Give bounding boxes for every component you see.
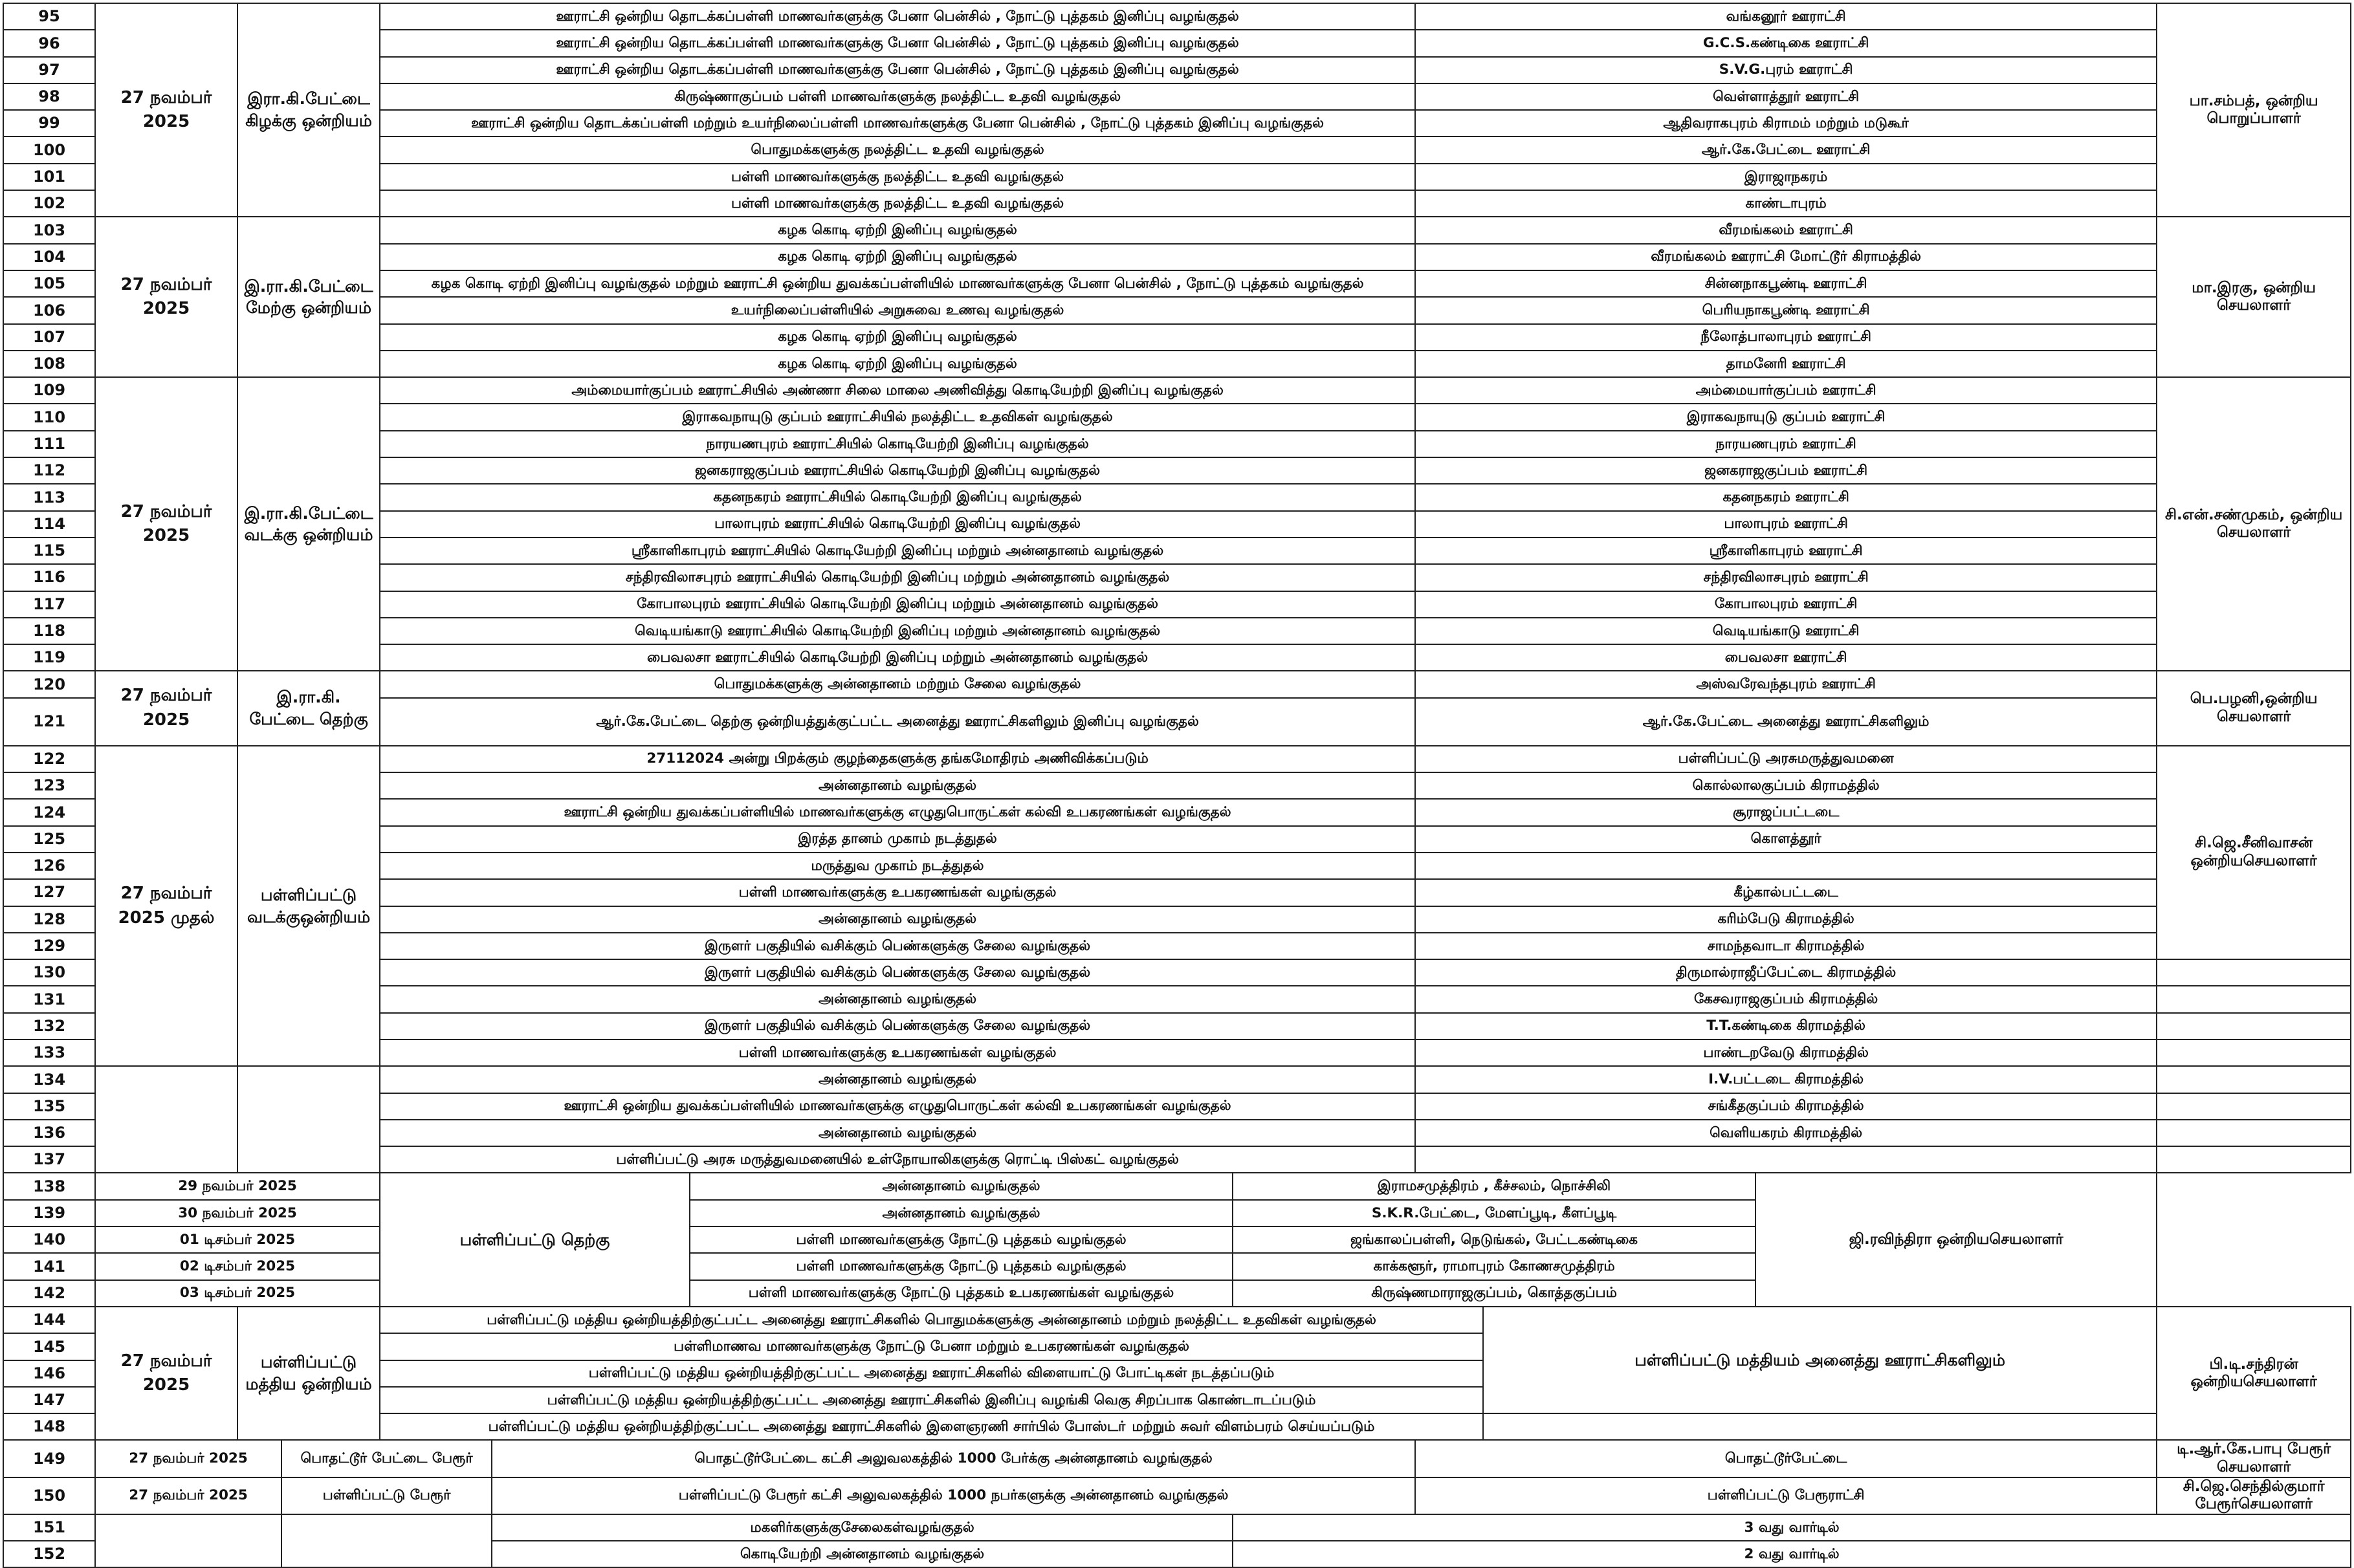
row-number: 152 — [3, 1541, 95, 1567]
event-cell: கிருஷ்ணாகுப்பம் பள்ளி மாணவர்களுக்கு நலத்திட்ட உதவி வழங்குதல் — [380, 83, 1415, 110]
row-number: 110 — [3, 404, 95, 430]
event-cell: பள்ளிப்பட்டு அரசு மருத்துவமனையில் உள்நோயாலிகளுக்கு ரொட்டி பிஸ்கட் வழங்குதல் — [380, 1146, 1415, 1173]
place-cell: சங்கீதகுப்பம் கிராமத்தில் — [1415, 1093, 2157, 1120]
event-cell: கழக கொடி ஏற்றி இனிப்பு வழங்குதல் — [380, 217, 1415, 243]
event-cell: பொதுமக்களுக்கு நலத்திட்ட உதவி வழங்குதல் — [380, 136, 1415, 163]
event-cell: கழக கொடி ஏற்றி இனிப்பு வழங்குதல் — [380, 324, 1415, 351]
date-cell: 27 நவம்பர் 2025 — [95, 1477, 281, 1514]
place-cell: கீழ்கால்பட்டடை — [1415, 879, 2157, 906]
row-number: 96 — [3, 30, 95, 56]
row-number: 112 — [3, 457, 95, 484]
event-cell: அன்னதானம் வழங்குதல் — [690, 1200, 1233, 1226]
row-number: 100 — [3, 136, 95, 163]
row-number: 134 — [3, 1066, 95, 1093]
date-cell: 27 நவம்பர் 2025 — [95, 377, 237, 671]
responsible-cell-empty — [2157, 1146, 2351, 1173]
responsible-cell: ஜி.ரவிந்திரா ஒன்றியசெயலாளர் — [1755, 1173, 2157, 1306]
date-cell: 27 நவம்பர் 2025 — [95, 1307, 237, 1440]
place-cell: வீரமங்கலம் ஊராட்சி — [1415, 217, 2157, 243]
table-row — [3, 377, 2351, 404]
place-cell: கேசவராஜகுப்பம் கிராமத்தில் — [1415, 986, 2157, 1012]
date-cell: 03 டிசம்பர் 2025 — [95, 1280, 380, 1307]
row-number: 138 — [3, 1173, 95, 1199]
event-cell: பள்ளி மாணவர்களுக்கு நோட்டு புத்தகம் உபகரணங்கள் வழங்குதல் — [690, 1280, 1233, 1307]
event-cell: ஊராட்சி ஒன்றிய துவக்கப்பள்ளியில் மாணவர்களுக்கு எழுதுபொருட்கள் கல்வி உபகரணங்கள் வழங்குதல் — [380, 799, 1415, 825]
responsible-cell: சி.என்.சண்முகம், ஒன்றிய செயலாளர் — [2157, 377, 2351, 671]
place-cell: S.V.G.புரம் ஊராட்சி — [1415, 57, 2157, 83]
place-cell: G.C.S.கண்டிகை ஊராட்சி — [1415, 30, 2157, 56]
responsible-cell-empty — [2157, 1013, 2351, 1040]
place-cell: சந்திரவிலாசபுரம் ஊராட்சி — [1415, 564, 2157, 591]
date-cell: 30 நவம்பர் 2025 — [95, 1200, 380, 1226]
event-cell: பள்ளிப்பட்டு மத்திய ஒன்றியத்திற்குட்பட்ட அனைத்து ஊராட்சிகளில் இளைஞரணி சார்பில் போஸ்டா் மற்றும் சுவர் விளம்பரம் செய்யப்படும் — [380, 1413, 1483, 1440]
event-cell: இருளர் பகுதியில் வசிக்கும் பெண்களுக்கு சேலை வழங்குதல் — [380, 1013, 1415, 1040]
union-cell: இரா.கி.பேட்டை கிழக்கு ஒன்றியம் — [237, 3, 380, 217]
row-number: 131 — [3, 986, 95, 1012]
place-cell: பொதட்டூர்பேட்டை — [1415, 1440, 2157, 1477]
row-number: 105 — [3, 270, 95, 297]
row-number: 103 — [3, 217, 95, 243]
union-cell-empty — [281, 1514, 492, 1568]
union-cell: இ.ரா.கி.பேட்டை மேற்கு ஒன்றியம் — [237, 217, 380, 377]
event-cell: ஸ்ரீகாளிகாபுரம் ஊராட்சியில் கொடியேற்றி இனிப்பு மற்றும் அன்னதானம் வழங்குதல் — [380, 538, 1415, 564]
place-cell: கிருஷ்ணமாராஜகுப்பம், கொத்தகுப்பம் — [1233, 1280, 1755, 1307]
place-cell: பைவலசா ஊராட்சி — [1415, 644, 2157, 671]
responsible-cell: பெ.பழனி,ஒன்றிய செயலாளர் — [2157, 671, 2351, 745]
event-cell: பொதுமக்களுக்கு அன்னதானம் மற்றும் சேலை வழங்குதல் — [380, 671, 1415, 697]
responsible-cell-empty — [2157, 1066, 2351, 1093]
place-cell: வீரமங்கலம் ஊராட்சி மோட்டூர் கிராமத்தில் — [1415, 244, 2157, 270]
responsible-cell: பி.டி.சந்திரன் ஒன்றியசெயலாளர் — [2157, 1307, 2351, 1440]
row-number: 113 — [3, 484, 95, 510]
place-cell: நீலோத்பாலாபுரம் ஊராட்சி — [1415, 324, 2157, 351]
row-number: 98 — [3, 83, 95, 110]
place-cell: 2 வது வார்டில் — [1233, 1541, 2351, 1567]
event-cell: பள்ளிப்பட்டு பேரூர் கட்சி அலுவலகத்தில் 1000 நபர்களுக்கு அன்னதானம் வழங்குதல் — [492, 1477, 1415, 1514]
date-cell-empty — [95, 1066, 237, 1173]
row-number: 151 — [3, 1514, 95, 1541]
place-cell — [1415, 853, 2157, 879]
row-number: 149 — [3, 1440, 95, 1477]
place-cell: I.V.பட்டடை கிராமத்தில் — [1415, 1066, 2157, 1093]
place-cell: T.T.கண்டிகை கிராமத்தில் — [1415, 1013, 2157, 1040]
row-number: 127 — [3, 879, 95, 906]
union-cell: பள்ளிப்பட்டு தெற்கு — [380, 1173, 690, 1306]
place-cell-empty — [1483, 1413, 2157, 1440]
date-cell: 27 நவம்பர் 2025 — [95, 1440, 281, 1477]
event-cell: பள்ளிமாணவ மாணவர்களுக்கு நோட்டு பேனா மற்றும் உபகரணங்கள் வழங்குதல் — [380, 1333, 1483, 1360]
event-cell: அம்மையார்குப்பம் ஊராட்சியில் அண்ணா சிலை மாலை அணிவித்து கொடியேற்றி இனிப்பு வழங்குதல் — [380, 377, 1415, 404]
programme-schedule-table — [3, 3, 2351, 1568]
place-cell: வெடியங்காடு ஊராட்சி — [1415, 618, 2157, 644]
place-cell: காண்டாபுரம் — [1415, 190, 2157, 217]
responsible-cell: சி.ஜெ.செந்தில்குமார் பேரூர்செயலாளர் — [2157, 1477, 2351, 1514]
row-number: 123 — [3, 772, 95, 799]
event-cell: பள்ளிப்பட்டு மத்திய ஒன்றியத்திற்குட்பட்ட அனைத்து ஊராட்சிகளில் விளையாட்டு போட்டிகள் நடத்தப்படும் — [380, 1360, 1483, 1387]
responsible-cell-empty — [2157, 959, 2351, 986]
event-cell: கொடியேற்றி அன்னதானம் வழங்குதல் — [492, 1541, 1233, 1567]
place-cell: நாரயணபுரம் ஊராட்சி — [1415, 431, 2157, 457]
responsible-cell: சி.ஜெ.சீனிவாசன் ஒன்றியசெயலாளர் — [2157, 746, 2351, 959]
place-cell: இராஜாநகரம் — [1415, 164, 2157, 190]
event-cell: இருளர் பகுதியில் வசிக்கும் பெண்களுக்கு சேலை வழங்குதல் — [380, 933, 1415, 959]
row-number: 135 — [3, 1093, 95, 1120]
date-cell: 27 நவம்பர் 2025 — [95, 671, 237, 745]
place-cell: சின்னநாகபூண்டி ஊராட்சி — [1415, 270, 2157, 297]
row-number: 106 — [3, 297, 95, 323]
event-cell: இராகவநாயுடு குப்பம் ஊராட்சியில் நலத்திட்ட உதவிகள் வழங்குதல் — [380, 404, 1415, 430]
row-number: 104 — [3, 244, 95, 270]
row-number: 129 — [3, 933, 95, 959]
event-cell: பள்ளி மாணவர்களுக்கு நலத்திட்ட உதவி வழங்குதல் — [380, 190, 1415, 217]
table-row — [3, 671, 2351, 697]
union-cell: இ.ரா.கி. பேட்டை தெற்கு — [237, 671, 380, 745]
event-cell: பள்ளிப்பட்டு மத்திய ஒன்றியத்திற்குட்பட்ட அனைத்து ஊராட்சிகளில் பொதுமக்களுக்கு அன்னதானம் மற்றும் நலத்திட்ட உதவிகள் வழங்குதல் — [380, 1307, 1483, 1333]
row-number: 128 — [3, 906, 95, 933]
date-cell: 02 டிசம்பர் 2025 — [95, 1253, 380, 1279]
event-cell: கழக கொடி ஏற்றி இனிப்பு வழங்குதல் — [380, 244, 1415, 270]
row-number: 109 — [3, 377, 95, 404]
row-number: 147 — [3, 1387, 95, 1413]
event-cell: சந்திரவிலாசபுரம் ஊராட்சியில் கொடியேற்றி இனிப்பு மற்றும் அன்னதானம் வழங்குதல் — [380, 564, 1415, 591]
place-cell: சூராஜப்பட்டடை — [1415, 799, 2157, 825]
responsible-cell-empty — [2157, 1093, 2351, 1120]
event-cell: அன்னதானம் வழங்குதல் — [380, 1120, 1415, 1146]
place-cell: கொளத்தூர் — [1415, 826, 2157, 853]
event-cell: பள்ளி மாணவர்களுக்கு நோட்டு புத்தகம் வழங்குதல் — [690, 1253, 1233, 1279]
row-number: 124 — [3, 799, 95, 825]
date-cell: 01 டிசம்பர் 2025 — [95, 1226, 380, 1253]
table-row — [3, 1440, 2351, 1477]
place-cell: கோபாலபுரம் ஊராட்சி — [1415, 591, 2157, 618]
row-number: 137 — [3, 1146, 95, 1173]
row-number: 118 — [3, 618, 95, 644]
place-cell: தாமனேரி ஊராட்சி — [1415, 351, 2157, 377]
event-cell: பள்ளி மாணவர்களுக்கு நலத்திட்ட உதவி வழங்குதல் — [380, 164, 1415, 190]
event-cell: இருளர் பகுதியில் வசிக்கும் பெண்களுக்கு சேலை வழங்குதல் — [380, 959, 1415, 986]
event-cell: ஆர்.கே.பேட்டை தெற்கு ஒன்றியத்துக்குட்பட்ட அனைத்து ஊராட்சிகளிலும் இனிப்பு வழங்குதல் — [380, 698, 1415, 746]
place-cell: ஆதிவராகபுரம் கிராமம் மற்றும் மடுகூர் — [1415, 110, 2157, 136]
table-row — [3, 217, 2351, 243]
event-cell: கழக கொடி ஏற்றி இனிப்பு வழங்குதல் — [380, 351, 1415, 377]
event-cell: கோபாலபுரம் ஊராட்சியில் கொடியேற்றி இனிப்பு மற்றும் அன்னதானம் வழங்குதல் — [380, 591, 1415, 618]
place-cell: திருமால்ராஜீப்பேட்டை கிராமத்தில் — [1415, 959, 2157, 986]
responsible-cell: மா.இரகு, ஒன்றிய செயலாளர் — [2157, 217, 2351, 377]
place-cell: அஸ்வரேவந்தபுரம் ஊராட்சி — [1415, 671, 2157, 697]
row-number: 139 — [3, 1200, 95, 1226]
event-cell: ஊராட்சி ஒன்றிய துவக்கப்பள்ளியில் மாணவர்களுக்கு எழுதுபொருட்கள் கல்வி உபகரணங்கள் வழங்குதல் — [380, 1093, 1415, 1120]
event-cell: பள்ளி மாணவர்களுக்கு நோட்டு புத்தகம் வழங்குதல் — [690, 1226, 1233, 1253]
place-cell: வெள்ளாத்தூர் ஊராட்சி — [1415, 83, 2157, 110]
row-number: 145 — [3, 1333, 95, 1360]
event-cell: அன்னதானம் வழங்குதல் — [380, 1066, 1415, 1093]
row-number: 125 — [3, 826, 95, 853]
place-cell: கதனநகரம் ஊராட்சி — [1415, 484, 2157, 510]
row-number: 117 — [3, 591, 95, 618]
place-cell: வெளியகரம் கிராமத்தில் — [1415, 1120, 2157, 1146]
place-cell: கொல்லாலகுப்பம் கிராமத்தில் — [1415, 772, 2157, 799]
date-cell: 29 நவம்பர் 2025 — [95, 1173, 380, 1199]
event-cell: பள்ளி மாணவர்களுக்கு உபகரணங்கள் வழங்குதல் — [380, 879, 1415, 906]
event-cell: அன்னதானம் வழங்குதல் — [380, 906, 1415, 933]
event-cell: நாரயணபுரம் ஊராட்சியில் கொடியேற்றி இனிப்பு வழங்குதல் — [380, 431, 1415, 457]
place-cell: சாமந்தவாடா கிராமத்தில் — [1415, 933, 2157, 959]
table-row — [3, 1307, 2351, 1333]
union-cell-empty — [237, 1066, 380, 1173]
table-row — [3, 1066, 2351, 1093]
responsible-cell-empty — [2157, 1040, 2351, 1066]
place-cell: பள்ளிப்பட்டு அரசுமருத்துவமனை — [1415, 746, 2157, 772]
event-cell: ஊராட்சி ஒன்றிய தொடக்கப்பள்ளி மற்றும் உயர்நிலைப்பள்ளி மாணவர்களுக்கு பேனா பென்சில் , நோட்டு புத்தகம் இனிப்பு வழங்குதல் — [380, 110, 1415, 136]
event-cell: 27112024 அன்று பிறக்கும் குழந்தைகளுக்கு தங்கமோதிரம் அணிவிக்கப்படும் — [380, 746, 1415, 772]
row-number: 146 — [3, 1360, 95, 1387]
row-number: 122 — [3, 746, 95, 772]
place-cell: காக்களூர், ராமாபுரம் கோணசமுத்திரம் — [1233, 1253, 1755, 1279]
row-number: 148 — [3, 1413, 95, 1440]
row-number: 115 — [3, 538, 95, 564]
row-number: 97 — [3, 57, 95, 83]
responsible-cell-empty — [2157, 986, 2351, 1012]
place-cell: பாண்டறவேடு கிராமத்தில் — [1415, 1040, 2157, 1066]
union-cell: இ.ரா.கி.பேட்டை வடக்கு ஒன்றியம் — [237, 377, 380, 671]
place-cell: பாலாபுரம் ஊராட்சி — [1415, 511, 2157, 538]
row-number: 121 — [3, 698, 95, 746]
place-cell: இராகவநாயுடு குப்பம் ஊராட்சி — [1415, 404, 2157, 430]
union-cell: பள்ளிப்பட்டு மத்திய ஒன்றியம் — [237, 1307, 380, 1440]
place-cell: இராமசமுத்திரம் , கீச்சலம், நொச்சிலி — [1233, 1173, 1755, 1199]
date-cell: 27 நவம்பர் 2025 — [95, 217, 237, 377]
union-cell: பள்ளிப்பட்டு வடக்குஒன்றியம் — [237, 746, 380, 1067]
union-cell: பொதட்டூர் பேட்டை பேரூர் — [281, 1440, 492, 1477]
event-cell: அன்னதானம் வழங்குதல் — [380, 772, 1415, 799]
row-number: 116 — [3, 564, 95, 591]
union-cell: பள்ளிப்பட்டு பேரூர் — [281, 1477, 492, 1514]
event-cell: மகளிர்களுக்குசேலைகள்வழங்குதல் — [492, 1514, 1233, 1541]
responsible-cell: பா.சம்பத், ஒன்றிய பொறுப்பாளர் — [2157, 3, 2351, 217]
event-cell: வெடியங்காடு ஊராட்சியில் கொடியேற்றி இனிப்பு மற்றும் அன்னதானம் வழங்குதல் — [380, 618, 1415, 644]
place-cell: அம்மையார்குப்பம் ஊராட்சி — [1415, 377, 2157, 404]
row-number: 119 — [3, 644, 95, 671]
place-cell: ஆர்.கே.பேட்டை அனைத்து ஊராட்சிகளிலும் — [1415, 698, 2157, 746]
event-cell: இரத்த தானம் முகாம் நடத்துதல் — [380, 826, 1415, 853]
event-cell: அன்னதானம் வழங்குதல் — [380, 986, 1415, 1012]
event-cell: அன்னதானம் வழங்குதல் — [690, 1173, 1233, 1199]
event-cell: கழக கொடி ஏற்றி இனிப்பு வழங்குதல் மற்றும் ஊராட்சி ஒன்றிய துவக்கப்பள்ளியில் மாணவர்களுக்கு பேனா பென்சில் , நோட்டு புத்தகம் வழங்குதல் — [380, 270, 1415, 297]
event-cell: உயர்நிலைப்பள்ளியில் அறுசுவை உணவு வழங்குதல் — [380, 297, 1415, 323]
table-row — [3, 746, 2351, 772]
place-cell: பள்ளிப்பட்டு பேரூராட்சி — [1415, 1477, 2157, 1514]
responsible-cell-empty — [2157, 1120, 2351, 1146]
row-number: 99 — [3, 110, 95, 136]
place-cell: வங்கனூர் ஊராட்சி — [1415, 3, 2157, 30]
place-cell: ஜனகராஜகுப்பம் ஊராட்சி — [1415, 457, 2157, 484]
place-cell: 3 வது வார்டில் — [1233, 1514, 2351, 1541]
event-cell: பள்ளிப்பட்டு மத்திய ஒன்றியத்திற்குட்பட்ட அனைத்து ஊராட்சிகளில் இனிப்பு வழங்கி வெகு சிறப்பாக கொண்டாடப்படும் — [380, 1387, 1483, 1413]
event-cell: ஊராட்சி ஒன்றிய தொடக்கப்பள்ளி மாணவர்களுக்கு பேனா பென்சில் , நோட்டு புத்தகம் இனிப்பு வழங்குதல் — [380, 30, 1415, 56]
event-cell: பாலாபுரம் ஊராட்சியில் கொடியேற்றி இனிப்பு வழங்குதல் — [380, 511, 1415, 538]
row-number: 141 — [3, 1253, 95, 1279]
event-cell: கதனநகரம் ஊராட்சியில் கொடியேற்றி இனிப்பு வழங்குதல் — [380, 484, 1415, 510]
row-number: 111 — [3, 431, 95, 457]
place-cell — [1415, 1146, 2157, 1173]
table-row — [3, 1477, 2351, 1514]
row-number: 136 — [3, 1120, 95, 1146]
table-row — [3, 1514, 2351, 1541]
place-cell: ஸ்ரீகாளிகாபுரம் ஊராட்சி — [1415, 538, 2157, 564]
row-number: 107 — [3, 324, 95, 351]
row-number: 101 — [3, 164, 95, 190]
row-number: 114 — [3, 511, 95, 538]
event-cell: ஊராட்சி ஒன்றிய தொடக்கப்பள்ளி மாணவர்களுக்கு பேனா பென்சில் , நோட்டு புத்தகம் இனிப்பு வழங்குதல் — [380, 57, 1415, 83]
row-number: 144 — [3, 1307, 95, 1333]
row-number: 95 — [3, 3, 95, 30]
row-number: 140 — [3, 1226, 95, 1253]
row-number: 120 — [3, 671, 95, 697]
date-cell-empty — [95, 1514, 281, 1568]
place-cell: S.K.R.பேட்டை, மேளப்பூடி, கீளப்பூடி — [1233, 1200, 1755, 1226]
row-number: 102 — [3, 190, 95, 217]
row-number: 126 — [3, 853, 95, 879]
row-number: 130 — [3, 959, 95, 986]
event-cell: ஜனகராஜகுப்பம் ஊராட்சியில் கொடியேற்றி இனிப்பு வழங்குதல் — [380, 457, 1415, 484]
event-cell: ஊராட்சி ஒன்றிய தொடக்கப்பள்ளி மாணவர்களுக்கு பேனா பென்சில் , நோட்டு புத்தகம் இனிப்பு வழங்குதல் — [380, 3, 1415, 30]
table-row — [3, 3, 2351, 30]
event-cell: பொதட்டூர்பேட்டை கட்சி அலுவலகத்தில் 1000 பேர்க்கு அன்னதானம் வழங்குதல் — [492, 1440, 1415, 1477]
place-cell: ஜங்காலப்பள்ளி, நெடுங்கல், பேட்டகண்டிகை — [1233, 1226, 1755, 1253]
row-number: 142 — [3, 1280, 95, 1307]
row-number: 132 — [3, 1013, 95, 1040]
responsible-cell: டி.ஆர்.கே.பாபு பேரூர் செயலாளர் — [2157, 1440, 2351, 1477]
table-row — [3, 1173, 2351, 1199]
date-cell: 27 நவம்பர் 2025 — [95, 3, 237, 217]
row-number: 150 — [3, 1477, 95, 1514]
event-cell: மருத்துவ முகாம் நடத்துதல் — [380, 853, 1415, 879]
place-cell: கரிம்பேடு கிராமத்தில் — [1415, 906, 2157, 933]
place-cell: பள்ளிப்பட்டு மத்தியம் அனைத்து ஊராட்சிகளிலும் — [1483, 1307, 2157, 1413]
event-cell: பைவலசா ஊராட்சியில் கொடியேற்றி இனிப்பு மற்றும் அன்னதானம் வழங்குதல் — [380, 644, 1415, 671]
row-number: 133 — [3, 1040, 95, 1066]
row-number: 108 — [3, 351, 95, 377]
place-cell: பெரியநாகபூண்டி ஊராட்சி — [1415, 297, 2157, 323]
date-cell: 27 நவம்பர் 2025 முதல் — [95, 746, 237, 1067]
place-cell: ஆர்.கே.பேட்டை ஊராட்சி — [1415, 136, 2157, 163]
event-cell: பள்ளி மாணவர்களுக்கு உபகரணங்கள் வழங்குதல் — [380, 1040, 1415, 1066]
